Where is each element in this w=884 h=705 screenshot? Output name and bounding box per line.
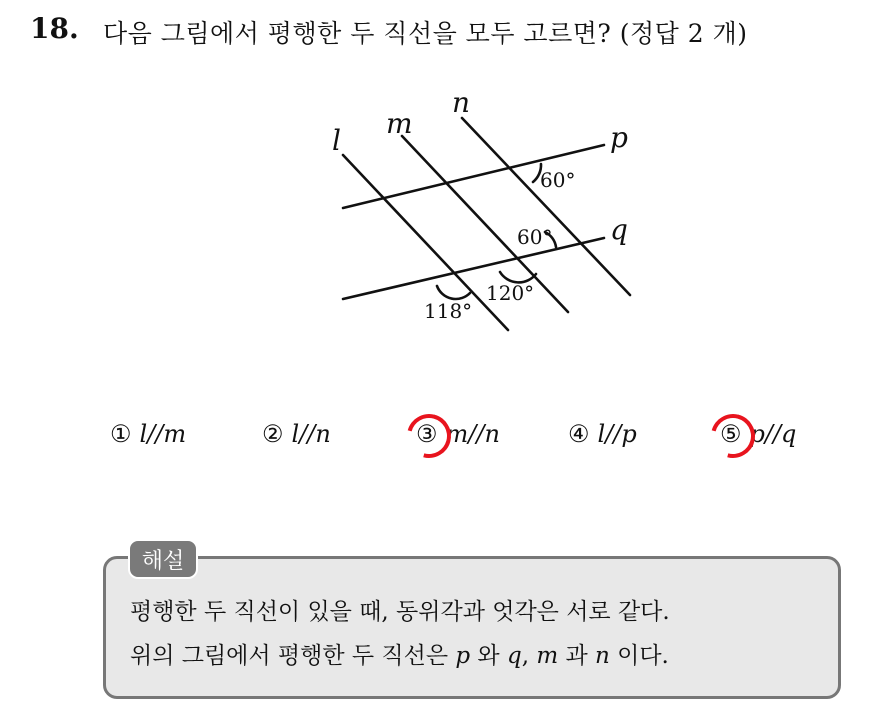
angle-label-a2: 60°: [517, 225, 553, 249]
choice-2-expression: l//n: [291, 420, 331, 448]
choice-1[interactable]: [110, 420, 186, 448]
line-q: [343, 238, 604, 299]
label-q: q: [610, 213, 628, 246]
label-n: n: [452, 86, 471, 119]
answer-choices: [110, 420, 850, 460]
angle-arc-118: [437, 286, 470, 299]
label-m: m: [386, 107, 413, 140]
choice-1-number: ①: [110, 420, 132, 448]
choice-5-expression: p//q: [749, 420, 797, 448]
angle-label-a3: 120°: [486, 281, 535, 305]
explanation-box: [103, 556, 841, 699]
choice-2[interactable]: [262, 420, 331, 448]
angle-label-a4: 118°: [424, 299, 473, 323]
question-text: 다음 그림에서 평행한 두 직선을 모두 고르면? (정답 2 개): [103, 19, 748, 48]
choice-4[interactable]: [568, 420, 637, 448]
word-and-2: 과: [558, 643, 595, 669]
var-m: m: [536, 643, 559, 669]
choice-5-number: ⑤: [720, 420, 742, 448]
word-and-1: 와: [470, 643, 507, 669]
explanation-line-1: 평행한 두 직선이 있을 때, 동위각과 엇각은 서로 같다.: [130, 599, 670, 625]
choice-2-number: ②: [262, 420, 284, 448]
var-q: q: [506, 643, 522, 669]
choice-4-number: ④: [568, 420, 590, 448]
choice-3[interactable]: [416, 420, 500, 448]
question-number: 18.: [30, 12, 79, 45]
choice-3-expression: m//n: [445, 420, 500, 448]
comma: ,: [521, 643, 537, 669]
label-l: l: [332, 124, 341, 157]
explanation-line-2: [130, 637, 669, 670]
line-m: [402, 136, 568, 312]
choice-4-expression: l//p: [597, 420, 637, 448]
word-is: 이다.: [609, 643, 669, 669]
var-n: n: [594, 643, 610, 669]
explanation-tag: 해설: [128, 539, 198, 579]
choice-1-expression: l//m: [139, 420, 187, 448]
choice-5[interactable]: [720, 420, 796, 448]
angle-label-a1: 60°: [540, 168, 576, 192]
explanation-line-2-prefix: 위의 그림에서 평행한 두 직선은: [130, 643, 456, 669]
label-p: p: [610, 121, 628, 154]
var-p: p: [455, 643, 471, 669]
choice-3-number: ③: [416, 420, 438, 448]
